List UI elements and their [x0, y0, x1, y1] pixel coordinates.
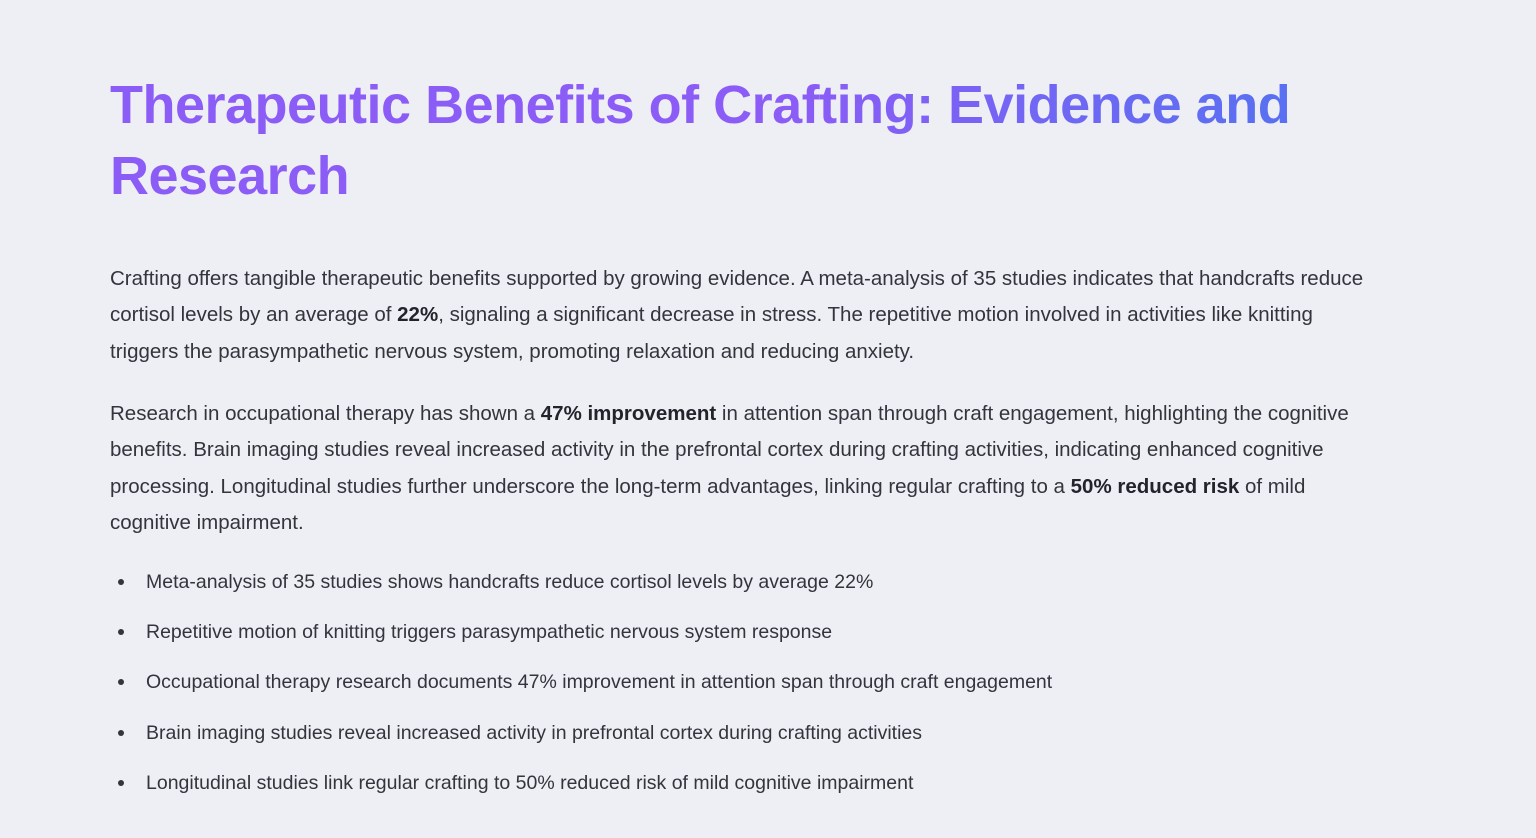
- article-body: [110, 261, 1386, 542]
- list-item: Occupational therapy research documents 47% improvement in attention span through craft engagement: [110, 668, 1386, 697]
- paragraph: Crafting offers tangible therapeutic benefits supported by growing evidence. A meta-analysis of 35 studies indicates that handcrafts reduce cortisol levels by an average of 22%, signaling a significant decrease in stress. The repetitive motion involved in activities like knitting triggers the parasympathetic nervous system, promoting relaxation and reducing anxiety.: [110, 266, 1364, 363]
- paragraph: Research in occupational therapy has shown a 47% improvement in attention span through craft engagement, highlighting the cognitive benefits. Brain imaging studies reveal increased activity in the prefrontal cortex during crafting activities, indicating enhanced cognitive processing. Longitudinal studies further underscore the long-term advantages, linking regular crafting to a 50% reduced risk of mild cognitive impairment.: [110, 401, 1349, 535]
- list-item: Meta-analysis of 35 studies shows handcrafts reduce cortisol levels by average 22%: [110, 568, 1386, 597]
- page-title: Therapeutic Benefits of Crafting: Evidence and Research: [110, 70, 1370, 213]
- list-item: Brain imaging studies reveal increased activity in prefrontal cortex during crafting activities: [110, 719, 1386, 748]
- list-item: Longitudinal studies link regular crafting to 50% reduced risk of mild cognitive impairment: [110, 769, 1386, 798]
- key-findings-list: [110, 568, 1386, 798]
- list-item: Repetitive motion of knitting triggers parasympathetic nervous system response: [110, 618, 1386, 647]
